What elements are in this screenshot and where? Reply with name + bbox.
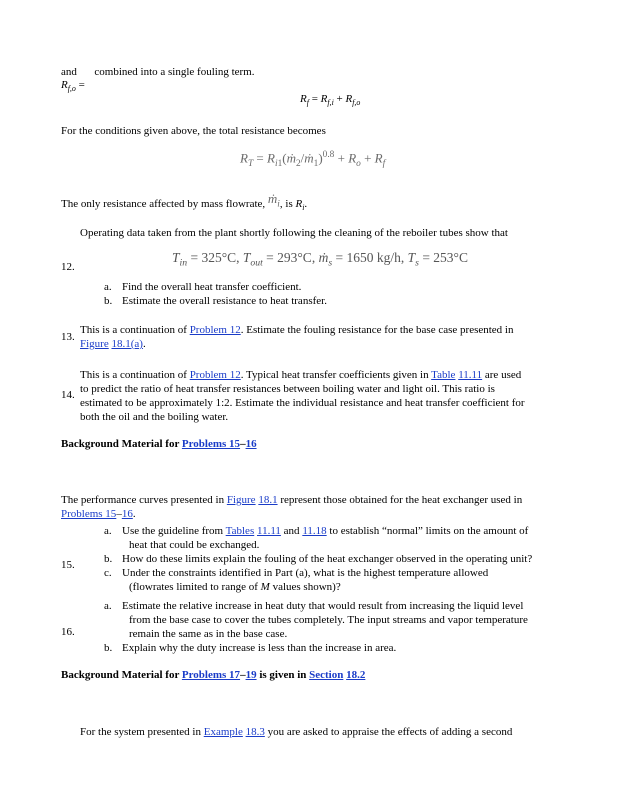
problem-15-number: 15. <box>61 559 75 571</box>
problems-16-link[interactable]: 16 <box>121 508 133 520</box>
rfo-label: $R_{f,o}$ = <box>61 79 85 94</box>
tables-link[interactable]: Tables <box>225 525 255 537</box>
problems-19-link[interactable]: 19 <box>245 669 257 681</box>
mass-flow-line: The only resistance affected by mass flowrate, ṁ$_i$, is $R_i$. <box>61 191 308 213</box>
table-11-11-link[interactable]: 11.11 <box>256 525 281 537</box>
performance-paragraph: The performance curves presented in Figure 18.1 represent those obtained for the heat exchanger used in Problems 15–16. <box>61 494 523 520</box>
problem-15-items: a. Use the guideline from Tables 11.11 and 11.18 to establish “normal” limits on the amount of heat that could be exchanged. b. How do these limits explain the fouling of the heat exchanger observed in the operating unit? c. Under the constraints identified in Part (a), what is the highest temperature allowed (flowrates limited to range of M values shown)? <box>104 524 594 594</box>
problem-14-number: 14. <box>61 389 75 401</box>
table-11-11-link[interactable]: 11.11 <box>458 369 483 381</box>
problem-15-item-b: b. How do these limits explain the fouling of the heat exchanger observed in the operating unit? <box>104 553 533 565</box>
problem-14-text: This is a continuation of Problem 12. Typical heat transfer coefficients given in Table 11.11 are used to predict the ratio of heat transfer resistances between boiling water and light oil. This ratio is estimated to be approximately 1:2. Estimate the individual resistance and heat transfer coefficient for both the oil and the boiling water. <box>80 369 525 423</box>
section-18-2-link[interactable]: 18.2 <box>346 669 366 681</box>
table-link[interactable]: Table <box>431 369 456 381</box>
section-link[interactable]: Section <box>309 669 344 681</box>
problems-15-link[interactable]: Problems 15 <box>61 508 117 520</box>
problem-13-text: This is a continuation of Problem 12. Estimate the fouling resistance for the base case presented in Figure 18.1(a). <box>80 324 514 350</box>
background-heading-17-19: Background Material for Problems 17–19 is given in Section 18.2 <box>61 669 366 681</box>
intro-line <box>61 66 254 78</box>
total-resistance-text: For the conditions given above, the total resistance becomes <box>61 125 326 137</box>
combined-text: combined into a single fouling term. <box>94 66 255 78</box>
figure-18-1a-link[interactable]: 18.1(a) <box>111 338 143 350</box>
example-line: For the system presented in Example 18.3 you are asked to appraise the effects of adding a second <box>80 726 513 738</box>
problem-15-item-c: c. Under the constraints identified in Part (a), what is the highest temperature allowed <box>104 567 489 579</box>
problem-12-number: 12. <box>61 261 75 273</box>
figure-link[interactable]: Figure <box>80 338 109 350</box>
problem-12-item-b: b. Estimate the overall resistance to heat transfer. <box>104 295 327 307</box>
problems-16-link[interactable]: 16 <box>245 438 257 450</box>
problem-12-intro: Operating data taken from the plant shortly following the cleaning of the reboiler tubes show that <box>80 227 508 239</box>
problem-16-items: a. Estimate the relative increase in heat duty that would result from increasing the liquid level from the base case to cover the tubes completely. The input streams and vapor temperature remain the same as in the base case. b. Explain why the duty increase is less than the increase in area. <box>104 599 594 655</box>
problems-17-link[interactable]: Problems 17 <box>181 669 241 681</box>
figure-18-1-link[interactable]: 18.1 <box>258 494 278 506</box>
problem-12-equation: $T_{in} = 325^\circ C$, $T_{out} = 293^\circ C$, ṁ$_s$ = 1650 kg/h, $T_s = 253^\circ C$ <box>172 250 468 269</box>
total-resistance-equation: $R_T$ = $R_{i1}(ṁ_2/ṁ_1)^{0.8} + R_o + R_f$ <box>240 150 386 169</box>
background-heading-15-16: Background Material for Problems 15–16 <box>61 438 257 450</box>
problem-13-number: 13. <box>61 331 75 343</box>
example-link[interactable]: Example <box>203 726 243 738</box>
problem-12-items <box>104 280 584 308</box>
rf-equation: $R_f = R_{f,i} + R_{f,o}$ <box>300 93 361 108</box>
problem-16-item-a: a. Estimate the relative increase in heat duty that would result from increasing the liquid level <box>104 600 524 612</box>
figure-link[interactable]: Figure <box>226 494 256 506</box>
table-11-18-link[interactable]: 11.18 <box>302 525 327 537</box>
problem-12-item-a: a. Find the overall heat transfer coefficient. <box>104 281 302 293</box>
example-18-3-link[interactable]: 18.3 <box>245 726 265 738</box>
problems-15-link[interactable]: Problems 15 <box>181 438 241 450</box>
problem-15-item-a: a. Use the guideline from Tables 11.11 and 11.18 to establish “normal” limits on the amount of <box>104 525 529 537</box>
problem-12-link[interactable]: Problem 12 <box>189 324 241 336</box>
problem-16-item-b: b. Explain why the duty increase is less than the increase in area. <box>104 642 397 654</box>
and-word: and <box>61 66 77 78</box>
problem-16-number: 16. <box>61 626 75 638</box>
problem-12-link[interactable]: Problem 12 <box>189 369 241 381</box>
